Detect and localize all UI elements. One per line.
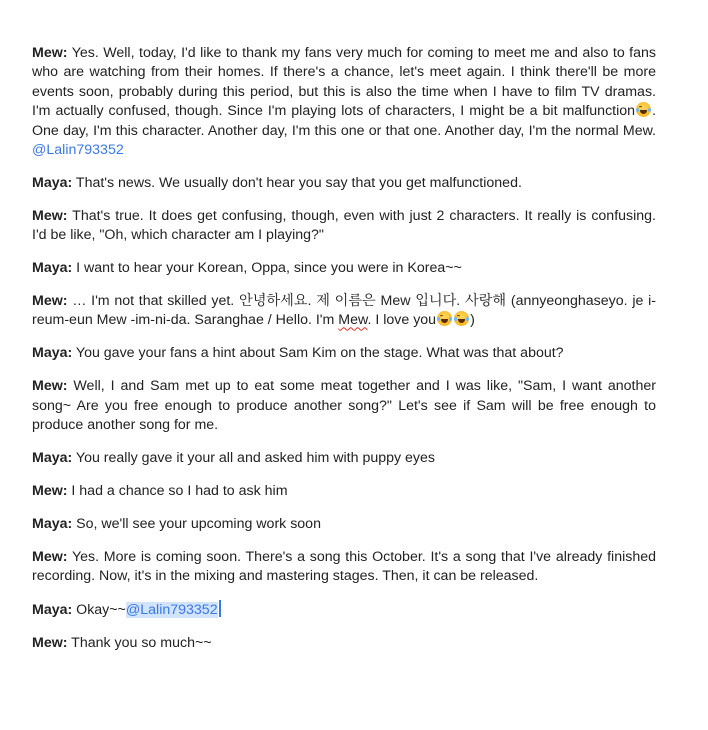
tears-of-joy-emoji-icon bbox=[437, 311, 452, 326]
tears-of-joy-emoji-icon bbox=[636, 102, 651, 117]
text-cursor bbox=[219, 600, 221, 617]
paragraph-1 bbox=[32, 44, 656, 160]
paragraph-text: You gave your fans a hint about Sam Kim on the stage. What was that about? bbox=[72, 345, 564, 362]
paragraph-text: Okay~~ bbox=[72, 602, 126, 619]
spellcheck-word[interactable]: Mew bbox=[338, 312, 368, 329]
speaker-label: Mew: bbox=[32, 378, 68, 395]
paragraph-4 bbox=[32, 259, 656, 278]
speaker-label: Mew: bbox=[32, 207, 68, 224]
paragraph-text: Thank you so much~~ bbox=[67, 634, 212, 651]
paragraph-text: ) bbox=[470, 312, 475, 329]
speaker-label: Mew: bbox=[32, 548, 68, 565]
paragraph-text: … I'm not that skilled yet. 안녕하세요. 제 이름은 Mew 입니다. 사랑해 (annyeonghaseyo. je i-reum-eun Mew -im-ni-da. Saranghae / Hello. I'm bbox=[32, 293, 656, 329]
paragraph-11 bbox=[32, 548, 656, 587]
speaker-label: Maya: bbox=[32, 602, 73, 619]
mention-link[interactable]: @Lalin793352 bbox=[125, 602, 218, 619]
tears-of-joy-emoji-icon bbox=[454, 311, 469, 326]
paragraph-text: That's news. We usually don't hear you say that you get malfunctioned. bbox=[72, 174, 522, 191]
paragraph-text: So, we'll see your upcoming work soon bbox=[72, 515, 321, 532]
paragraph-text: . I love you bbox=[367, 312, 437, 329]
paragraph-10 bbox=[32, 515, 656, 534]
speaker-label: Mew: bbox=[32, 45, 68, 61]
paragraph-6 bbox=[32, 344, 656, 363]
speaker-label: Maya: bbox=[32, 345, 73, 362]
paragraph-text: I had a chance so I had to ask him bbox=[67, 482, 288, 499]
paragraph-text: Well, I and Sam met up to eat some meat together and I was like, "Sam, I want another song~ Are you free enough to produce another song?" Let's see if Sam will be free enough to produce another song for me. bbox=[32, 378, 656, 434]
paragraph-9 bbox=[32, 482, 656, 501]
paragraph-13 bbox=[32, 634, 656, 653]
speaker-label: Mew: bbox=[32, 482, 68, 499]
paragraph-text: Yes. More is coming soon. There's a song this October. It's a song that I've already finished recording. Now, it's in the mixing and mastering stages. Then, it can be released. bbox=[32, 548, 656, 585]
paragraph-2 bbox=[32, 174, 656, 193]
speaker-label: Maya: bbox=[32, 260, 73, 277]
paragraph-text: Yes. Well, today, I'd like to thank my fans very much for coming to meet me and also to fans who are watching from their homes. If there's a chance, let's meet again. I think there'll be more events soon, probably during this period, but this is also the time when I have to film TV dramas. I'm actually confused, though. Since I'm playing lots of characters, I might be a bit malfunction bbox=[32, 45, 656, 120]
speaker-label: Maya: bbox=[32, 174, 73, 191]
paragraph-text: . One day, I'm this character. Another day, I'm this one or that one. Another day, I'm the normal Mew. bbox=[32, 103, 656, 139]
mention-link[interactable]: @Lalin793352 bbox=[32, 142, 124, 159]
paragraph-12 bbox=[32, 600, 656, 620]
paragraph-text: I want to hear your Korean, Oppa, since you were in Korea~~ bbox=[72, 260, 462, 277]
paragraph-3 bbox=[32, 207, 656, 246]
paragraph-5 bbox=[32, 292, 656, 331]
paragraph-text: You really gave it your all and asked him with puppy eyes bbox=[72, 450, 436, 466]
paragraph-8 bbox=[32, 449, 656, 468]
document-body[interactable] bbox=[32, 44, 656, 667]
speaker-label: Maya: bbox=[32, 450, 73, 466]
paragraph-7 bbox=[32, 377, 656, 435]
speaker-label: Maya: bbox=[32, 515, 73, 532]
paragraph-text: That's true. It does get confusing, though, even with just 2 characters. It really is confusing. I'd be like, "Oh, which character am I playing?" bbox=[32, 207, 656, 244]
speaker-label: Mew: bbox=[32, 634, 68, 651]
speaker-label: Mew: bbox=[32, 293, 68, 310]
